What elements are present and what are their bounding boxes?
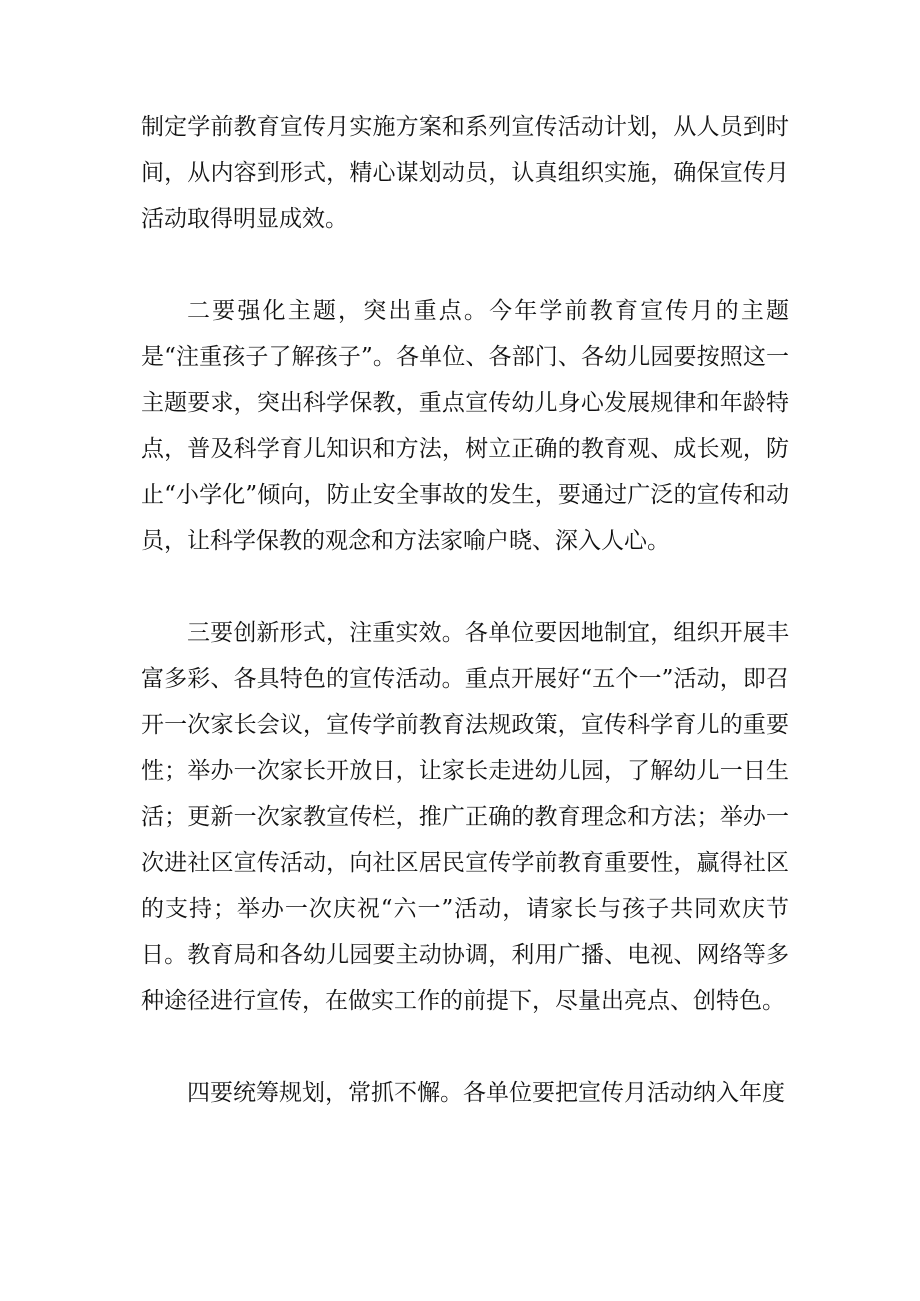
paragraph-innovation: 三要创新形式，注重实效。各单位要因地制宜，组织开展丰富多彩、各具特色的宣传活动。重点开展好“五个一”活动，即召开一次家长会议，宣传学前教育法规政策，宣传科学育儿的重要性；举办一次家长开放日，让家长走进幼儿园，了解幼儿一日生活；更新一次家教宣传栏，推广正确的教育理念和方法；举办一次进社区宣传活动，向社区居民宣传学前教育重要性，赢得社区的支持；举办一次庆祝“六一”活动，请家长与孩子共同欢庆节日。教育局和各幼儿园要主动协调，利用广播、电视、网络等多种途径进行宣传，在做实工作的前提下，尽量出亮点、创特色。 — [141, 620, 789, 1014]
paragraph-continuation: 制定学前教育宣传月实施方案和系列宣传活动计划，从人员到时间，从内容到形式，精心谋划动员，认真组织实施，确保宣传月活动取得明显成效。 — [141, 114, 789, 232]
paragraph-planning: 四要统筹规划，常抓不懈。各单位要把宣传月活动纳入年度 — [187, 1080, 785, 1106]
document-body — [141, 104, 789, 1162]
paragraph-theme: 二要强化主题，突出重点。今年学前教育宣传月的主题是“注重孩子了解孩子”。各单位、各部门、各幼儿园要按照这一主题要求，突出科学保教，重点宣传幼儿身心发展规律和年龄特点，普及科学育儿知识和方法，树立正确的教育观、成长观，防止“小学化”倾向，防止安全事故的发生，要通过广泛的宣传和动员，让科学保教的观念和方法家喻户晓、深入人心。 — [141, 298, 789, 554]
